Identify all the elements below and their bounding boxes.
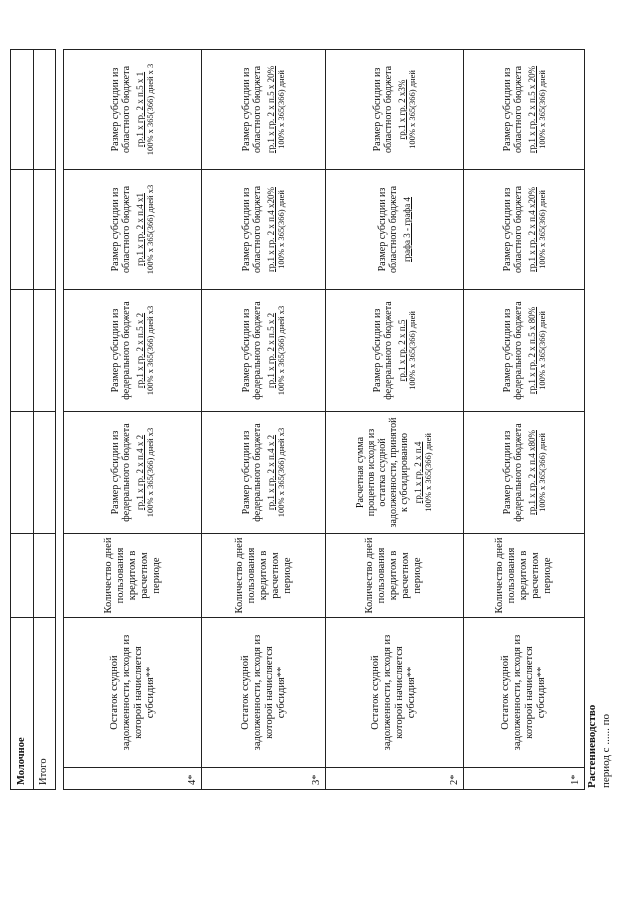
days-cell: Количество дней пользования кредитом в расчетном периоде [464,534,585,618]
formula-numerator: гр.1 х гр. 2 х п.4 х 2 [135,434,146,511]
summary-table [10,49,56,790]
formula-denominator: 100% х 365(366) дней [536,311,547,390]
days-cell: Количество дней пользования кредитом в расчетном периоде [202,534,325,618]
empty-cell [11,169,34,289]
table-row [11,49,34,789]
regional-subsidy-cell [202,170,325,290]
balance-cell: Остаток ссудной задолженности, исходя из которой начисляется субсидия** [64,618,202,768]
federal-subsidy-cell [325,290,463,412]
dairy-label: Молочное [11,617,34,789]
cell-caption: Размер субсидии из федерального бюджета [501,301,524,400]
formula-numerator: гр.1 х гр. 2 х п.4 х20% [266,187,277,272]
federal-subsidy-cell [202,290,325,412]
formula-numerator: гр.1 х гр. 2 х п.4 х20% [526,187,537,272]
period-label: период с ...... по [600,714,612,788]
formula-denominator: 100% х 365(366) дней [276,70,287,149]
empty-cell [33,169,56,289]
federal-subsidy-cell [64,290,202,412]
federal-subsidy-cell [64,412,202,534]
cell-caption: Размер субсидии из федерального бюджета [110,301,133,400]
days-cell: Количество дней пользования кредитом в расчетном периоде [325,534,463,618]
formula-denominator: 100% х 365(366) дней [406,70,417,149]
table-row [464,50,585,790]
formula-numerator: гр.1 х гр. 2 х п.4 х1 [135,193,146,266]
table-row [33,49,56,789]
cell-caption: Размер субсидии из областного бюджета [110,65,133,154]
formula-numerator: гр.1 х гр. 2 х п.5 х 20% [266,65,277,154]
federal-subsidy-cell [464,412,585,534]
formula-denominator: 100% х 365(366) дней [406,311,417,390]
cell-caption: Размер субсидии из федерального бюджета [110,423,133,522]
cell-caption: Размер субсидии из федерального бюджета [501,423,524,522]
row-number: 4* [64,768,202,790]
federal-subsidy-cell [464,290,585,412]
formula-denominator: 100% х 365(366) дней х 3 [145,63,156,156]
regional-subsidy-cell [64,50,202,170]
regional-subsidy-cell [202,50,325,170]
cell-caption: Размер субсидии из областного бюджета [110,185,133,274]
cell-caption: Размер субсидии из областного бюджета [241,65,264,154]
empty-cell [11,49,34,169]
empty-cell [11,533,34,617]
formula-numerator: гр.1 х гр. 2 х п.5 х 1 [135,71,146,148]
formula-denominator: 100% х 365(366) дней х3 [145,184,156,275]
formula-denominator: 100% х 365(366) дней х3 [145,427,156,518]
period-section [600,588,612,788]
cell-caption: Размер субсидии из областного бюджета [241,185,264,274]
empty-cell [33,289,56,411]
cell-caption: Размер субсидии из областного бюджета [501,65,524,154]
formula-numerator: графа 3 - графа 4 [401,196,412,263]
empty-cell [33,49,56,169]
table-row [64,50,202,790]
table-row [202,50,325,790]
interest-sum-cell [325,412,463,534]
cell-caption: Размер субсидии из федерального бюджета [241,423,264,522]
formula-denominator: 100% х 365(366) дней [423,433,434,512]
empty-cell [11,411,34,533]
formula-denominator: 100% х 365(366) дней [276,190,287,269]
formula-numerator: гр.1 х гр. 2 х п.4 х80% [526,430,537,515]
cell-caption: Размер субсидии из федерального бюджета [241,301,264,400]
formula-denominator: 100% х 365(366) дней [536,190,547,269]
formula-numerator: гр.1 х гр. 2 х п.5 х 80% [526,306,537,395]
table-row [325,50,463,790]
days-cell: Количество дней пользования кредитом в расчетном периоде [64,534,202,618]
formula-denominator: 100% х 365(366) дней х3 [276,427,287,518]
balance-cell: Остаток ссудной задолженности, исходя из которой начисляется субсидия** [325,618,463,768]
cell-caption: Размер субсидии из областного бюджета [376,185,399,274]
cell-caption: Размер субсидии из областного бюджета [501,185,524,274]
row-number: 1* [464,768,585,790]
regional-subsidy-cell [464,170,585,290]
formula-numerator: гр.1 х гр. 2 х п.5 х 2 [135,312,146,389]
row-number: 2* [325,768,463,790]
formula-denominator: 100% х 365(366) дней [536,433,547,512]
balance-cell: Остаток ссудной задолженности, исходя из которой начисляется субсидия** [464,618,585,768]
empty-cell [33,533,56,617]
cell-caption: Расчетная сумма процентов исходя из остатка ссудной задолженности, принятой к субсидированию [355,417,411,528]
formula-numerator: гр.1 х гр. 2 х п.5 [396,319,407,382]
formula-numerator: гр.1 х гр. 2 х п.5 х 20% [526,65,537,154]
balance-cell: Остаток ссудной задолженности, исходя из которой начисляется субсидия** [202,618,325,768]
regional-subsidy-cell [325,50,463,170]
formula-numerator: гр.1 х гр. 2 х п.5 х 2 [266,312,277,389]
formula-numerator: гр.1 х гр. 2 х п.4 [413,441,424,504]
cell-caption: Размер субсидии из областного бюджета [371,65,394,154]
crop-section [586,588,598,788]
subsidy-calculation-table [63,49,585,790]
cell-caption: Размер субсидии из федерального бюджета [371,301,394,400]
federal-subsidy-cell [202,412,325,534]
row-number: 3* [202,768,325,790]
regional-subsidy-cell [64,170,202,290]
formula-numerator: гр.1 х гр. 2 х п.4 х 2 [266,434,277,511]
total-label: Итого [33,617,56,789]
formula-denominator: 100% х 365(366) дней х3 [145,305,156,396]
formula-denominator: 100% х 365(366) дней х3 [276,305,287,396]
crop-label: Растениеводство [586,704,598,788]
regional-subsidy-cell [464,50,585,170]
empty-cell [11,289,34,411]
empty-cell [33,411,56,533]
formula-denominator: 100% х 365(366) дней [536,70,547,149]
formula-numerator: гр.1 х гр. 2 х3% [396,79,407,140]
regional-subsidy-cell [325,170,463,290]
